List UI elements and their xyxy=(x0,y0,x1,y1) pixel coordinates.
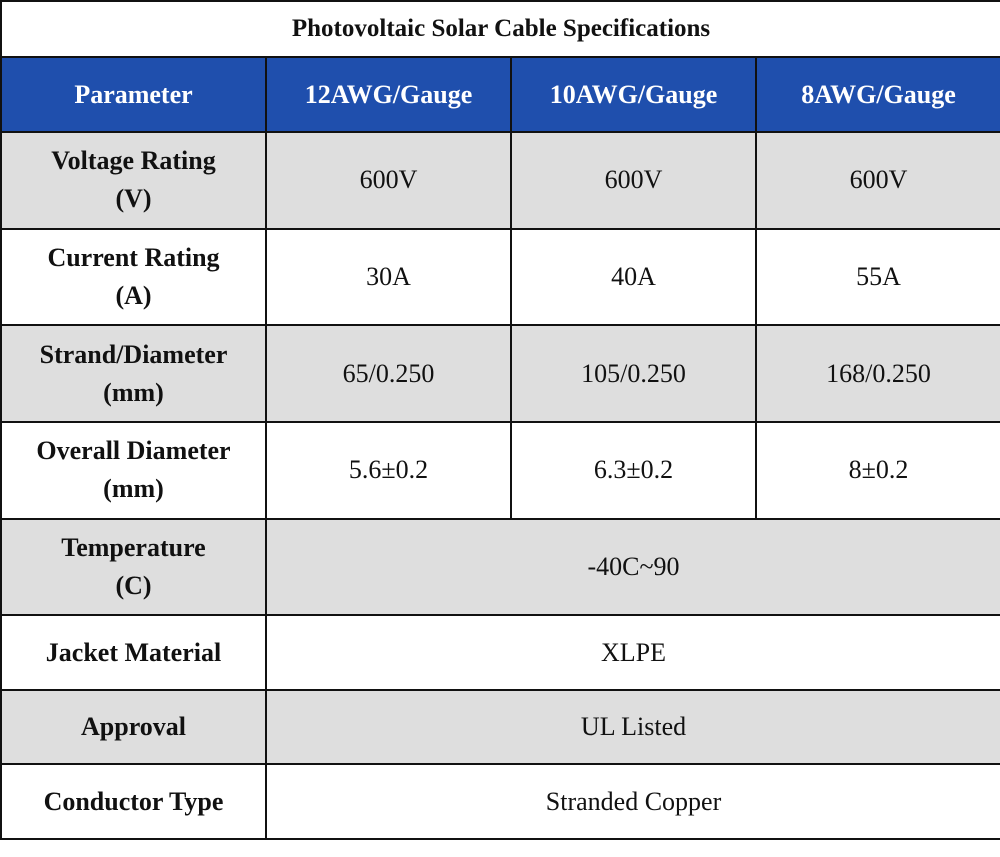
cell-current-10awg: 40A xyxy=(511,229,756,326)
cell-strand-10awg: 105/0.250 xyxy=(511,325,756,422)
header-10awg: 10AWG/Gauge xyxy=(511,57,756,132)
param-label-line2: (C) xyxy=(115,571,152,601)
header-8awg: 8AWG/Gauge xyxy=(756,57,1000,132)
row-strand-diameter xyxy=(1,325,1000,422)
row-voltage-rating xyxy=(1,132,1000,229)
header-parameter: Parameter xyxy=(1,57,266,132)
cell-jacket-material: XLPE xyxy=(266,615,1000,690)
row-overall-diameter xyxy=(1,422,1000,519)
param-overall-diameter xyxy=(1,422,266,519)
cell-overall-10awg: 6.3±0.2 xyxy=(511,422,756,519)
row-temperature xyxy=(1,519,1000,616)
param-label-line2: (V) xyxy=(115,184,152,214)
param-label-line1: Temperature xyxy=(61,533,206,563)
param-label-line2: (mm) xyxy=(103,377,164,407)
param-label-line1: Current Rating xyxy=(47,242,220,272)
param-label-line2: (mm) xyxy=(103,474,164,504)
param-conductor-type: Conductor Type xyxy=(1,764,266,839)
param-temperature xyxy=(1,519,266,616)
cell-current-12awg: 30A xyxy=(266,229,511,326)
param-jacket-material: Jacket Material xyxy=(1,615,266,690)
param-current-rating xyxy=(1,229,266,326)
param-voltage-rating xyxy=(1,132,266,229)
cell-voltage-12awg: 600V xyxy=(266,132,511,229)
param-label-line1: Voltage Rating xyxy=(51,146,216,176)
title-row xyxy=(1,1,1000,57)
cell-overall-8awg: 8±0.2 xyxy=(756,422,1000,519)
cell-voltage-10awg: 600V xyxy=(511,132,756,229)
cell-temperature: -40C~90 xyxy=(266,519,1000,616)
row-approval xyxy=(1,690,1000,765)
param-strand-diameter xyxy=(1,325,266,422)
param-approval: Approval xyxy=(1,690,266,765)
row-jacket-material xyxy=(1,615,1000,690)
row-conductor-type xyxy=(1,764,1000,839)
cell-strand-8awg: 168/0.250 xyxy=(756,325,1000,422)
cell-conductor-type: Stranded Copper xyxy=(266,764,1000,839)
cell-strand-12awg: 65/0.250 xyxy=(266,325,511,422)
param-label-line1: Strand/Diameter xyxy=(39,339,228,369)
cell-voltage-8awg: 600V xyxy=(756,132,1000,229)
header-row xyxy=(1,57,1000,132)
cell-approval: UL Listed xyxy=(266,690,1000,765)
header-12awg: 12AWG/Gauge xyxy=(266,57,511,132)
param-label-line2: (A) xyxy=(115,280,152,310)
cell-overall-12awg: 5.6±0.2 xyxy=(266,422,511,519)
row-current-rating xyxy=(1,229,1000,326)
table-title: Photovoltaic Solar Cable Specifications xyxy=(1,1,1000,57)
param-label-line1: Overall Diameter xyxy=(36,436,231,466)
cell-current-8awg: 55A xyxy=(756,229,1000,326)
